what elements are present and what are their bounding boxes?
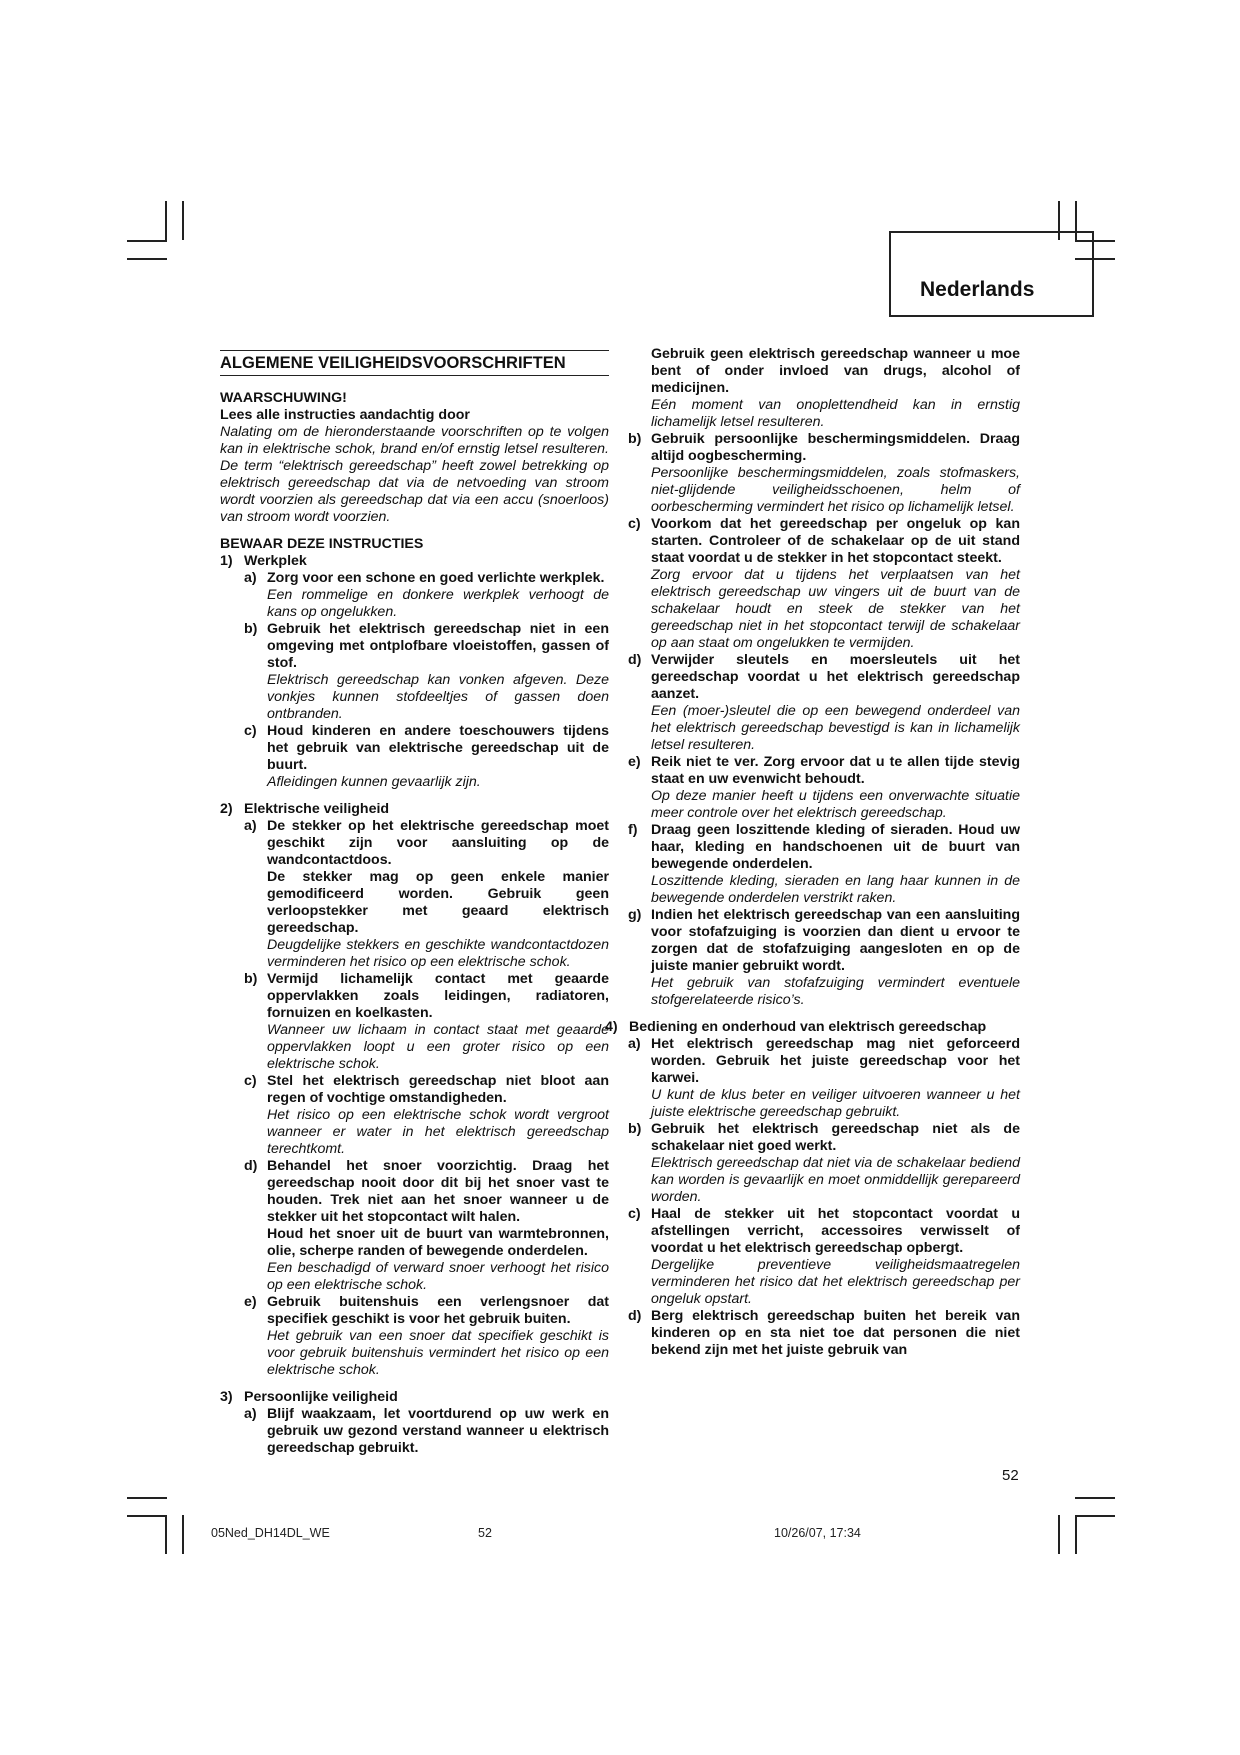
crop-mark — [127, 258, 167, 260]
list-item: b) Gebruik persoonlijke beschermingsmiddelen. Draag altijd oogbescherming. Persoonlijke beschermingsmiddelen, zoals stofmaskers, niet-glijdende veiligheidsschoenen, helm of oorbescherming vermindert het risico op lichamelijk letsel. — [628, 431, 1020, 515]
section-heading: 3) Persoonlijke veiligheid — [220, 1389, 398, 1405]
list-item: a) Blijf waakzaam, let voortdurend op uw werk en gebruik uw gezond verstand wanneer u elektrisch gereedschap gebruikt. — [244, 1406, 609, 1456]
footer-file: 05Ned_DH14DL_WE — [211, 1526, 330, 1540]
crop-mark — [127, 240, 167, 242]
left-column — [220, 350, 609, 1457]
list-item: b) Gebruik het elektrisch gereedschap niet in een omgeving met ontplofbare vloeistoffen, gassen of stof. Elektrisch gereedschap kan vonken afgeven. Deze vonkjes kunnen stofdeeltjes of gassen doen ontbranden. — [244, 621, 609, 722]
crop-mark — [182, 1515, 184, 1554]
section-title: ALGEMENE VEILIGHEIDSVOORSCHRIFTEN — [220, 350, 609, 376]
list-item: c) Houd kinderen en andere toeschouwers tijdens het gebruik van elektrische gereedschap uit de buurt. Afleidingen kunnen gevaarlijk zijn. — [244, 723, 609, 790]
section-heading: 1) Werkplek — [220, 553, 307, 569]
list-item: b) Vermijd lichamelijk contact met geaarde oppervlakken zoals leidingen, radiatoren, fornuizen en koelkasten. Wanneer uw lichaam in contact staat met geaarde oppervlakken loopt u een groter risico op een elektrische schok. — [244, 971, 609, 1072]
crop-mark — [127, 1497, 167, 1499]
keep-instructions-heading: BEWAAR DEZE INSTRUCTIES — [220, 536, 424, 552]
list-item: c) Voorkom dat het gereedschap per ongeluk op kan starten. Controleer of de schakelaar op de uit stand staat voordat u de stekker in het stopcontact steekt. Zorg ervoor dat u tijdens het verplaatsen van het elektrisch gereedschap uw vingers uit de buurt van de schakelaar houdt en steek de stekker van het gereedschap niet in het stopcontact terwijl de schakelaar op aan staat om ongelukken te vermijden. — [628, 516, 1020, 651]
list-item: a) Zorg voor een schone en goed verlichte werkplek. Een rommelige en donkere werkplek verhoogt de kans op ongelukken. — [244, 570, 609, 620]
list-item: a) Het elektrisch gereedschap mag niet geforceerd worden. Gebruik het juiste gereedschap voor het karwei. U kunt de klus beter en veiliger uitvoeren wanneer u het juiste elektrische gereedschap gebruikt. — [628, 1036, 1020, 1120]
crop-mark — [1058, 1515, 1060, 1554]
list-item: c) Stel het elektrisch gereedschap niet bloot aan regen of vochtige omstandigheden. Het risico op een elektrische schok wordt vergroot wanneer er water in het elektrisch gereedschap terechtkomt. — [244, 1073, 609, 1157]
warning-heading: WAARSCHUWING! — [220, 390, 347, 406]
crop-mark — [127, 1515, 167, 1517]
crop-mark — [1075, 1515, 1115, 1517]
crop-mark — [182, 201, 184, 240]
warning-text: Nalating om de hieronderstaande voorschriften op te volgen kan in elektrische schok, brand en/of ernstig letsel resulteren. De term “elektrisch gereedschap” heeft zowel betrekking op elektrisch gereedschap dat via de netvoeding van stroom wordt voorzien als gereedschap dat via een accu (snoerloos) van stroom wordt voorzien. — [220, 424, 609, 525]
language-label: Nederlands — [920, 278, 1035, 301]
crop-mark — [1075, 1497, 1115, 1499]
list-item: e) Reik niet te ver. Zorg ervoor dat u te allen tijde stevig staat en uw evenwicht behoudt. Op deze manier heeft u tijdens een onverwachte situatie meer controle over het elektrisch gereedschap. — [628, 754, 1020, 821]
list-item: f) Draag geen loszittende kleding of sieraden. Houd uw haar, kleding en handschoenen uit de buurt van bewegende onderdelen. Loszittende kleding, sieraden en lang haar kunnen in de bewegende onderdelen verstrikt raken. — [628, 822, 1020, 906]
list-item: d) Verwijder sleutels en moersleutels uit het gereedschap voordat u het elektrisch gereedschap aanzet. Een (moer-)sleutel die op een bewegend onderdeel van het elektrisch gereedschap bevestigd is kan in lichamelijk letsel resulteren. — [628, 652, 1020, 753]
list-item-continued: Gebruik geen elektrisch gereedschap wanneer u moe bent of onder invloed van drugs, alcohol of medicijnen. Eén moment van onoplettendheid kan in ernstig lichamelijk letsel resulteren. — [651, 346, 1020, 430]
list-item: c) Haal de stekker uit het stopcontact voordat u afstellingen verricht, accessoires verwisselt of voordat u het elektrisch gereedschap opbergt. Dergelijke preventieve veiligheidsmaatregelen verminderen het risico dat het elektrisch gereedschap per ongeluk opstart. — [628, 1206, 1020, 1307]
crop-mark — [165, 1515, 167, 1554]
list-item: g) Indien het elektrisch gereedschap van een aansluiting voor stofafzuiging is voorzien dan dient u ervoor te zorgen dat de stofafzuiging aangesloten en op de juiste manier gebruikt wordt. Het gebruik van stofafzuiging vermindert eventuele stofgerelateerde risico’s. — [628, 907, 1020, 1008]
language-box — [889, 231, 1094, 317]
footer-date: 10/26/07, 17:34 — [774, 1526, 861, 1540]
list-item: d) Behandel het snoer voorzichtig. Draag het gereedschap nooit door dit bij het snoer vast te houden. Trek niet aan het snoer wanneer u de stekker uit het stopcontact wilt halen. Houd het snoer uit de buurt van warmtebronnen, olie, scherpe randen of bewegende onderdelen. Een beschadigd of verward snoer verhoogt het risico op een elektrische schok. — [244, 1158, 609, 1293]
crop-mark — [165, 201, 167, 240]
list-item: d) Berg elektrisch gereedschap buiten het bereik van kinderen op en sta niet toe dat personen die niet bekend zijn met het juiste gebruik van — [628, 1308, 1020, 1358]
list-item: e) Gebruik buitenshuis een verlengsnoer dat specifiek geschikt is voor het gebruik buiten. Het gebruik van een snoer dat specifiek geschikt is voor gebruik buitenshuis vermindert het risico op een elektrische schok. — [244, 1294, 609, 1378]
footer-page: 52 — [478, 1526, 492, 1540]
section-heading: 2) Elektrische veiligheid — [220, 801, 390, 817]
right-column — [605, 346, 1020, 1359]
warning-bold: Lees alle instructies aandachtig door — [220, 407, 470, 423]
page-number: 52 — [1002, 1467, 1019, 1484]
section-heading: 4) Bediening en onderhoud van elektrisch gereedschap — [605, 1019, 987, 1035]
list-item: a) De stekker op het elektrische gereedschap moet geschikt zijn voor aansluiting op de wandcontactdoos. De stekker mag op geen enkele manier gemodificeerd worden. Gebruik geen verloopstekker met geaard elektrisch gereedschap. Deugdelijke stekkers en geschikte wandcontactdozen verminderen het risico op een elektrische schok. — [244, 818, 609, 970]
list-item: b) Gebruik het elektrisch gereedschap niet als de schakelaar niet goed werkt. Elektrisch gereedschap dat niet via de schakelaar bediend kan worden is gevaarlijk en moet onmiddellijk gerepareerd worden. — [628, 1121, 1020, 1205]
crop-mark — [1075, 1515, 1077, 1554]
